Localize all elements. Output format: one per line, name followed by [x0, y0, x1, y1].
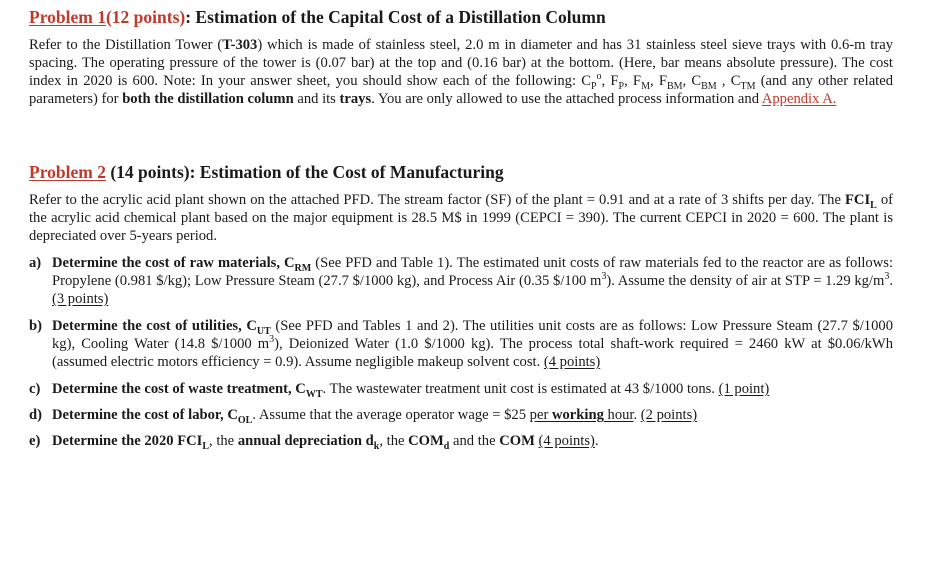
comd-sub: d — [443, 440, 450, 452]
item-a-points: (3 points) — [52, 291, 109, 307]
item-d-hour: hour — [603, 407, 634, 423]
item-a-sup2: 3 — [884, 271, 890, 283]
item-b-text2: ), Deionized Water (1.0 $/1000 kg). The process total shaft-work required = 2460 kW at $0.06/kWh (assumed electric motors efficiency = 0.9). Assume negligible makeup solvent cost. — [52, 336, 893, 370]
item-label: b) — [29, 318, 42, 334]
item-a-bold: Determine the cost of raw materials, C — [52, 255, 295, 271]
fm-sub: M — [641, 80, 650, 92]
item-a-text3: . — [889, 273, 893, 289]
item-c-bold: Determine the cost of waste treatment, C — [52, 381, 306, 397]
item-label: c) — [29, 381, 41, 397]
problem1-label: Problem 1 — [29, 7, 106, 27]
item-a-sup1: 3 — [601, 271, 607, 283]
item-e-annual: annual depreciation d — [237, 433, 374, 449]
item-d-bold: Determine the cost of labor, C — [52, 407, 238, 423]
item-label: e) — [29, 433, 41, 449]
list-item-a — [29, 254, 893, 308]
item-b-sup1: 3 — [269, 334, 275, 346]
list-item-e — [29, 432, 893, 450]
cp-sup: o — [596, 71, 602, 83]
item-e-text2: , the — [379, 433, 409, 449]
problem2-paragraph — [29, 191, 893, 245]
problem2-title-sep: : — [189, 162, 200, 182]
p1-text-8: (and any other related parameters) for — [29, 73, 894, 107]
both-column: both the distillation column — [122, 91, 294, 107]
appendix-a-link[interactable]: Appendix A. — [761, 91, 837, 107]
item-e-comd: COM — [408, 433, 444, 449]
problem2-points: (14 points) — [105, 162, 190, 182]
item-b-points: (4 points) — [543, 354, 601, 370]
item-label: d) — [29, 407, 42, 423]
fbm-sub: BM — [666, 80, 683, 92]
item-b-bold: Determine the cost of utilities, C — [52, 318, 257, 334]
p1-text-7: , C — [716, 73, 741, 89]
p1-text-1: Refer to the Distillation Tower ( — [29, 37, 223, 53]
problem1-points: (12 points) — [105, 7, 186, 27]
tower-id: T-303 — [222, 37, 258, 53]
p1-text-3: , F — [601, 73, 619, 89]
item-label: a) — [29, 255, 42, 271]
trays-word: trays — [339, 91, 372, 107]
item-e-com: COM — [499, 433, 535, 449]
crm-sub: RM — [294, 262, 312, 274]
problem1-heading — [29, 6, 606, 28]
item-c-points: (1 point) — [718, 381, 770, 397]
cwt-sub: WT — [305, 388, 323, 400]
item-e-text: , the — [209, 433, 238, 449]
item-e-text3: and the — [449, 433, 500, 449]
item-a-text: (See PFD and Table 1). The estimated unit costs of raw materials fed to the reactor are as follows: Propylene (0.981 $/kg); Low Pressure Steam (27.7 $/1000 kg), and Process Air (0.35 $/100 m — [52, 255, 893, 289]
dk-sub: k — [373, 440, 380, 452]
item-e-text5: . — [594, 433, 599, 449]
list-item-b — [29, 317, 893, 371]
p1-text-6: , C — [682, 73, 702, 89]
item-d-per: per — [529, 407, 552, 423]
cbm-sub: BM — [701, 80, 717, 92]
p1-text-9: and its — [293, 91, 340, 107]
problem1-title: Estimation of the Capital Cost of a Distillation Column — [195, 7, 606, 27]
problem2-label: Problem 2 — [29, 162, 106, 182]
list-item-c — [29, 380, 893, 398]
item-d-points: (2 points) — [640, 407, 698, 423]
item-d-text: . Assume that the average operator wage = $25 — [252, 407, 530, 423]
item-a-text2: ). Assume the density of air at STP = 1.29 kg/m — [606, 273, 885, 289]
problem2-heading — [29, 161, 504, 183]
problem2-title: Estimation of the Cost of Manufacturing — [199, 162, 504, 182]
fcil-sub: L — [870, 199, 877, 211]
fcil-term: FCI — [844, 192, 871, 208]
p1-text-2: ) which is made of stainless steel, 2.0 m in diameter and has 31 stainless steel sieve trays with 0.6-m tray spacing. The operating pressure of the tower is (0.07 bar) at the top and (0.16 bar) at the bottom. (Here, bar means absolute pressure). The cost index in 2020 is 600. Note: In your answer sheet, you should show each of the following: C — [29, 37, 893, 89]
fcil2-sub: L — [202, 440, 210, 452]
problem1-paragraph — [29, 36, 893, 108]
p1-text-10: . You are only allowed to use the attached process information and — [371, 91, 762, 107]
item-b-text: (See PFD and Tables 1 and 2). The utilities unit costs are as follows: Low Pressure Steam (27.7 $/1000 kg), Cooling Water (14.8 $/1000 m — [52, 318, 893, 352]
item-e-points: (4 points) — [538, 433, 595, 449]
cp-sub: P — [590, 80, 597, 92]
item-d-working: working — [551, 407, 604, 423]
item-c-text: . The wastewater treatment unit cost is estimated at 43 $/1000 tons. — [322, 381, 719, 397]
ctm-sub: TM — [740, 80, 756, 92]
list-item-d — [29, 406, 893, 424]
col-sub: OL — [237, 414, 253, 426]
cut-sub: UT — [256, 325, 271, 337]
item-e-bold: Determine the 2020 FCI — [52, 433, 203, 449]
fp-sub: P — [618, 80, 625, 92]
p2-text-2: of the acrylic acid chemical plant based on the major equipment is 28.5 M$ in 1999 (CEPCI = 390). The current CEPCI in 2020 = 600. The plant is depreciated over 5-years period. — [29, 192, 894, 244]
p1-text-5: , F — [649, 73, 667, 89]
p1-text-4: , F — [624, 73, 642, 89]
item-d-text2: . — [633, 407, 641, 423]
p2-text-1: Refer to the acrylic acid plant shown on the attached PFD. The stream factor (SF) of the plant = 0.91 and at a rate of 3 shifts per day. The — [29, 192, 845, 208]
problem1-title-sep: : — [185, 7, 196, 27]
